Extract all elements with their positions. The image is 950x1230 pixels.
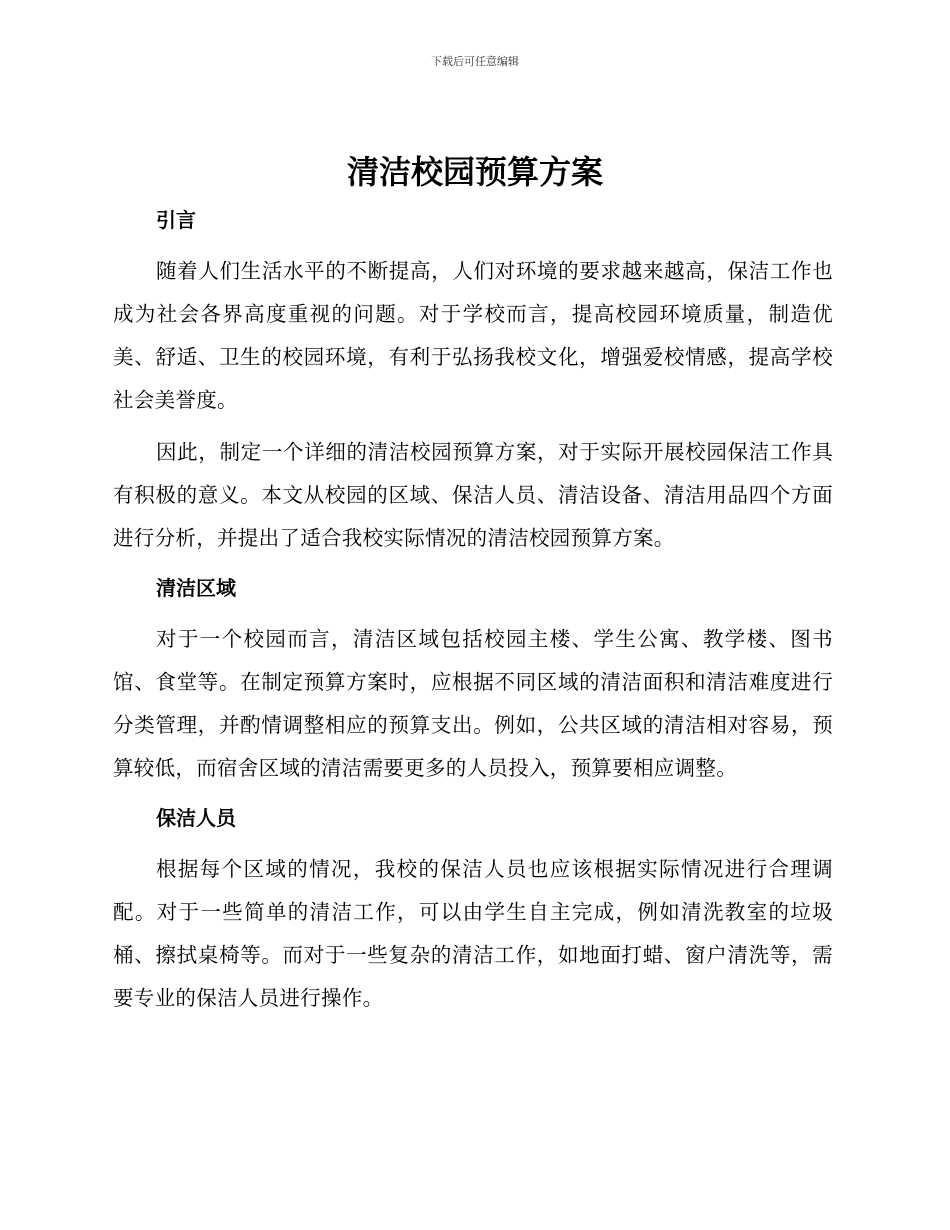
- paragraph: 对于一个校园而言，清洁区域包括校园主楼、学生公寓、教学楼、图书馆、食堂等。在制定预算方案时，应根据不同区域的清洁面积和清洁难度进行分类管理，并酌情调整相应的预算支出。例如，公共区域的清洁相对容易，预算较低，而宿舍区域的清洁需要更多的人员投入，预算要相应调整。: [113, 627, 833, 780]
- header-note: 下载后可任意编辑: [431, 55, 519, 68]
- section-heading-cleaning-staff: 保洁人员: [156, 806, 236, 830]
- paragraph: 因此，制定一个详细的清洁校园预算方案，对于实际开展校园保洁工作具有积极的意义。本文从校园的区域、保洁人员、清洁设备、清洁用品四个方面进行分析，并提出了适合我校实际情况的清洁校园预算方案。: [113, 440, 833, 550]
- document-body: [113, 200, 833, 1020]
- section-heading-introduction: 引言: [156, 208, 196, 232]
- section-heading-cleaning-areas: 清洁区域: [156, 576, 236, 600]
- document-title: 清洁校园预算方案: [346, 153, 603, 191]
- paragraph: 根据每个区域的情况，我校的保洁人员也应该根据实际情况进行合理调配。对于一些简单的清洁工作，可以由学生自主完成，例如清洗教室的垃圾桶、擦拭桌椅等。而对于一些复杂的清洁工作，如地面打蜡、窗户清洗等，需要专业的保洁人员进行操作。: [113, 857, 833, 1010]
- paragraph: 随着人们生活水平的不断提高，人们对环境的要求越来越高，保洁工作也成为社会各界高度重视的问题。对于学校而言，提高校园环境质量，制造优美、舒适、卫生的校园环境，有利于弘扬我校文化，增强爱校情感，提高学校社会美誉度。: [113, 259, 833, 412]
